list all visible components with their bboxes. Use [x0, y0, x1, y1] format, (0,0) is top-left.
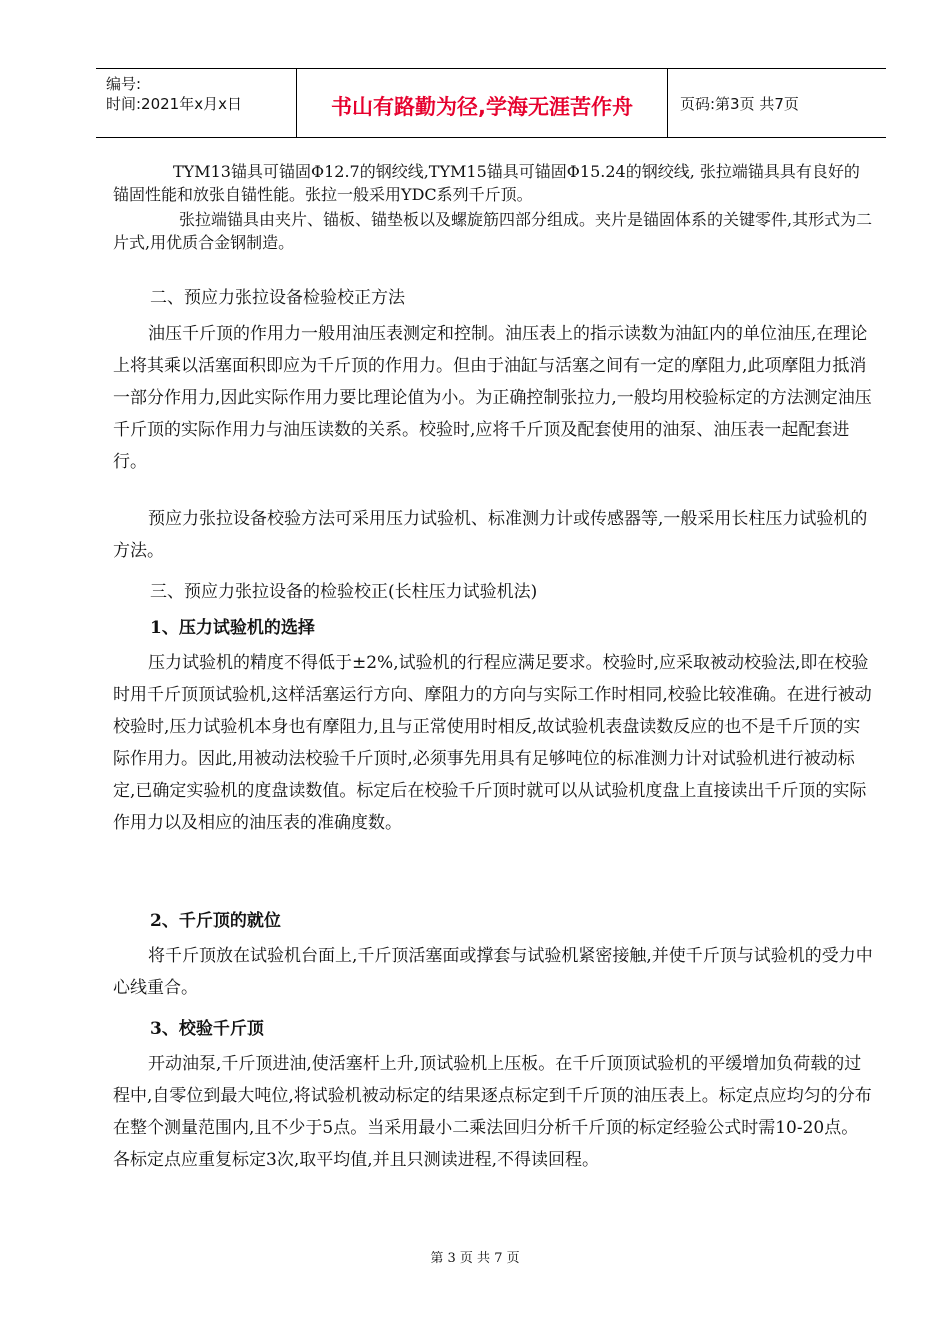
header-motto-cell: [297, 69, 668, 137]
page-header: [96, 68, 886, 138]
serial-label: 编号:: [106, 75, 142, 93]
subheading-calibrate-jack: 3、校验千斤顶: [150, 1019, 264, 1039]
page-label: 页码:第3页 共7页: [680, 95, 799, 113]
motto: 书山有路勤为径,学海无涯苦作舟: [331, 95, 633, 119]
paragraph-calibrate-jack: 开动油泵,千斤顶进油,使活塞杆上升,顶试验机上压板。在千斤顶顶试验机的平缓增加负荷载的过程中,自零位到最大吨位,将试验机被动标定的结果逐点标定到千斤顶的油压表上。标定点应均匀的分布在整个测量范围内,且不少于5点。当采用最小二乘法回归分析千斤顶的标定经验公式时需10-20点。各标定点应重复标定3次,取平均值,并且只测读进程,不得读回程。: [113, 1054, 872, 1170]
paragraph-press-selection: 压力试验机的精度不得低于±2%,试验机的行程应满足要求。校验时,应采取被动校验法,即在校验时用千斤顶顶试验机,这样活塞运行方向、摩阻力的方向与实际工作时相同,校验比较准确。在进行被动校验时,压力试验机本身也有摩阻力,且与正常使用时相反,故试验机表盘读数反应的也不是千斤顶的实际作用力。因此,用被动法校验千斤顶时,必须事先用具有足够吨位的标准测力计对试验机进行被动标定,已确定实验机的度盘读数值。标定后在校验千斤顶时就可以从试验机度盘上直接读出千斤顶的实际作用力以及相应的油压表的准确度数。: [113, 653, 872, 833]
subheading-jack-positioning: 2、千斤顶的就位: [150, 911, 281, 931]
paragraph-anchor-types: TYM13锚具可锚固Φ12.7的钢绞线,TYM15锚具可锚固Φ15.24的钢绞线, 张拉端锚具具有良好的锚固性能和放张自锚性能。张拉一般采用YDC系列千斤顶。: [113, 162, 860, 204]
paragraph-anchor-components: 张拉端锚具由夹片、锚板、锚垫板以及螺旋筋四部分组成。夹片是锚固体系的关键零件,其形式为二片式,用优质合金钢制造。: [113, 210, 873, 252]
section-heading-3: 三、预应力张拉设备的检验校正(长柱压力试验机法): [150, 582, 538, 602]
paragraph-calibration-method: 预应力张拉设备校验方法可采用压力试验机、标准测力计或传感器等,一般采用长柱压力试验机的方法。: [113, 509, 868, 561]
subheading-press-selection: 1、压力试验机的选择: [150, 618, 315, 638]
page-footer: 第 3 页 共 7 页: [430, 1251, 520, 1266]
header-page-cell: [668, 69, 886, 137]
paragraph-jack-positioning: 将千斤顶放在试验机台面上,千斤顶活塞面或撑套与试验机紧密接触,并使千斤顶与试验机的受力中心线重合。: [113, 946, 873, 998]
time-label: 时间:2021年x月x日: [106, 95, 242, 113]
section-heading-2: 二、预应力张拉设备检验校正方法: [150, 288, 405, 308]
header-meta-cell: [96, 69, 297, 137]
paragraph-jack-force: 油压千斤顶的作用力一般用油压表测定和控制。油压表上的指示读数为油缸内的单位油压,在理论上将其乘以活塞面积即应为千斤顶的作用力。但由于油缸与活塞之间有一定的摩阻力,此项摩阻力抵消一部分作用力,因此实际作用力要比理论值为小。为正确控制张拉力,一般均用校验标定的方法测定油压千斤顶的实际作用力与油压读数的关系。校验时,应将千斤顶及配套使用的油泵、油压表一起配套进行。: [113, 324, 872, 472]
